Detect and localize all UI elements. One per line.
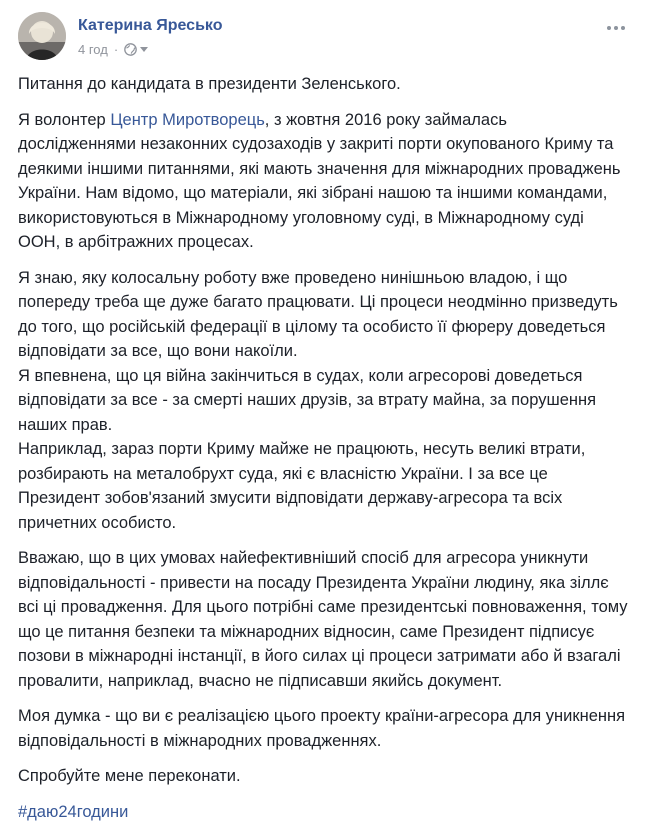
more-horizontal-icon bbox=[607, 26, 611, 30]
post-options-button[interactable] bbox=[604, 16, 628, 40]
post-header bbox=[18, 12, 628, 60]
author-name[interactable]: Катерина Яресько bbox=[78, 17, 223, 34]
timestamp[interactable]: 4 год bbox=[78, 42, 108, 57]
post-meta bbox=[78, 42, 148, 57]
post-paragraph-3c: Наприклад, зараз порти Криму майже не працюють, несуть великі втрати, розбирають на металобрухт суда, які є власністю України. І за все це Президент зобов'язаний змусити відповідати державу-агресора та всіх причетних особисто. bbox=[18, 440, 586, 532]
post-paragraph-5: Моя думка - що ви є реалізацією цього проекту країни-агресора для уникнення відповідальності в міжнародних провадженнях. bbox=[18, 707, 626, 750]
privacy-selector[interactable] bbox=[124, 43, 148, 56]
post-paragraph-4: Вважаю, що в цих умовах найефективніший спосіб для агресора уникнути відповідальності - привести на посаду Президента України людину, яка зіллє всі ці провадження. Для цього потрібні саме президентські повноваження, тому що це питання безпеки та міжнародних відносин, саме Президент підписує позови в міжнародні інстанції, в його силах ці процеси затримати або й взагалі провалити, наприклад, вчасно не підписавши якийсь документ. bbox=[18, 549, 628, 690]
post-content bbox=[18, 72, 628, 835]
post-paragraph-1: Питання до кандидата в президенти Зеленського. bbox=[18, 75, 401, 93]
meta-separator: · bbox=[113, 42, 119, 57]
avatar[interactable] bbox=[18, 12, 66, 60]
hashtag-link[interactable]: #даю24години bbox=[18, 802, 129, 821]
post-paragraph-2: Я волонтер Центр Миротворець, з жовтня 2016 року займалась дослідженнями незаконних судозаходів у закриті порти окупованого Криму та деякими іншими питаннями, які мають значення для міжнародних проваджень України. Нам відомо, що матеріали, які зібрані нашою та іншими командами, використовуються в Міжнародному уголовному суді, в Міжнародному суді ООН, в арбітражних процесах. bbox=[18, 110, 621, 251]
mentioned-page-link[interactable]: Центр Миротворець bbox=[110, 110, 265, 129]
chevron-down-icon bbox=[140, 47, 148, 52]
globe-icon bbox=[124, 43, 137, 56]
post-paragraph-3b: Я впевнена, що ця війна закінчиться в судах, коли агресорові доведеться відповідати за все - за смерті наших друзів, за втрату майна, за порушення наших прав. bbox=[18, 366, 597, 434]
post-paragraph-6: Спробуйте мене переконати. bbox=[18, 767, 241, 785]
avatar-photo-icon bbox=[18, 12, 66, 60]
post-paragraph-3a: Я знаю, яку колосальну роботу вже проведено нинішньою владою, і що попереду треба ще дуже багато працювати. Ці процеси неодмінно призведуть до того, що російській федерації в цілому та особисто її фюреру доведеться відповідати за все, що вони накоїли. bbox=[18, 268, 618, 360]
